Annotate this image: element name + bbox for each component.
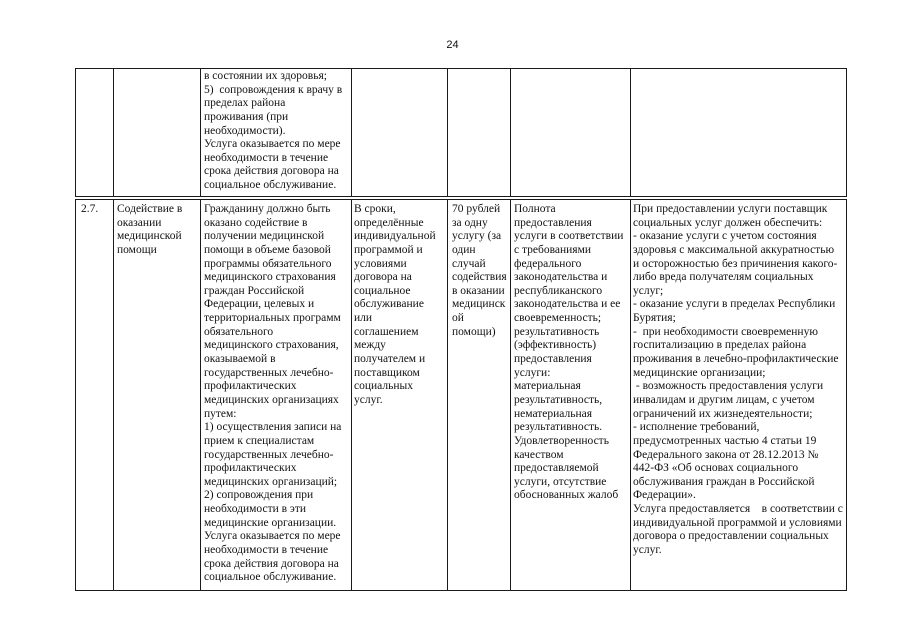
- table-row: [75, 68, 847, 197]
- cell-service-name: [113, 69, 200, 196]
- text-line: своевременность;: [514, 312, 602, 325]
- text-line: договора о предоставлении социальных: [633, 530, 829, 543]
- cell-service-description: [200, 69, 351, 196]
- text-line: Услуга предоставляется в соответствии с: [633, 503, 843, 516]
- text-line: предоставления: [514, 353, 592, 366]
- text-line: результативность: [514, 325, 600, 338]
- text-line: медицинского страхования: [204, 271, 336, 284]
- text-line: республиканского: [514, 284, 603, 297]
- text-line: нематериальная: [514, 407, 593, 420]
- page-number: 24: [446, 39, 459, 51]
- text-line: либо вреда получателям социальных: [633, 271, 814, 284]
- text-line: 442-ФЗ «Об основах социального: [633, 462, 799, 475]
- text-line: индивидуальной программой и условиями: [633, 516, 842, 529]
- text-line: с требованиями: [514, 243, 592, 256]
- text-line: законодательства и ее: [514, 298, 621, 311]
- cell-quality-indicators: [510, 200, 630, 590]
- text-line: Федерации».: [633, 489, 696, 502]
- cell-number: [75, 200, 113, 590]
- text-line: предоставления: [514, 216, 592, 229]
- cell-service-timing: [351, 200, 447, 590]
- text-line: результативность,: [514, 393, 603, 406]
- text-line: условиями: [354, 257, 407, 270]
- text-line: случай: [452, 257, 486, 270]
- text-line: социальное: [354, 284, 411, 297]
- text-line: Услуга оказывается по мере: [204, 138, 341, 151]
- text-line: госпитализацию в пределах района: [633, 339, 807, 352]
- text-line: срока действия договора на: [204, 165, 339, 178]
- text-line: федерального: [514, 257, 582, 270]
- text-line: медицинских организаций;: [204, 475, 338, 488]
- text-line: качеством: [514, 448, 564, 461]
- text-line: пределах района: [204, 97, 286, 110]
- text-line: услуг;: [633, 284, 664, 297]
- cell-service-price: [447, 69, 510, 196]
- text-line: услуги:: [514, 366, 551, 379]
- text-line: При предоставлении услуги поставщик: [633, 203, 828, 215]
- text-line: - при необходимости своевременную: [633, 325, 818, 338]
- cell-service-conditions: [630, 200, 847, 590]
- text-line: инвалидам и другим лицам, с учетом: [633, 393, 815, 406]
- cell-service-timing: [351, 69, 447, 196]
- cell-number: [75, 69, 113, 196]
- text-line: предусмотренных частью 4 статьи 19: [633, 434, 817, 447]
- text-line: территориальных программ: [204, 312, 341, 325]
- text-line: - оказание услуги с учетом состояния: [633, 230, 817, 243]
- text-line: между: [354, 339, 386, 352]
- text-line: законодательства и: [514, 271, 608, 284]
- text-line: медицинские организации;: [633, 366, 766, 379]
- text-line: соглашением: [354, 325, 419, 338]
- text-line: получении медицинской: [204, 230, 325, 243]
- text-line: 5) сопровождения к врачу в: [204, 83, 343, 96]
- text-line: оказываемой в: [204, 353, 276, 366]
- cell-service-price: [447, 200, 510, 590]
- text-line: здоровья с максимальной аккуратностью: [633, 243, 835, 256]
- text-line: и осторожностью без причинения какого-: [633, 257, 838, 270]
- text-line: 1) осуществления записи на: [204, 421, 342, 434]
- text-line: Услуга оказывается по мере: [204, 530, 341, 543]
- text-line: профилактических: [204, 462, 297, 475]
- text-line: программы обязательного: [204, 257, 332, 270]
- text-line: Содействие в: [117, 203, 183, 215]
- text-line: медицинск: [452, 298, 506, 311]
- text-line: социальных услуг должен обеспечить:: [633, 216, 823, 229]
- text-line: услуги, отсутствие: [514, 475, 607, 488]
- text-line: проживания (при: [204, 110, 289, 123]
- text-line: услуг.: [354, 393, 383, 406]
- text-line: ограничений их жизнедеятельности;: [633, 407, 813, 420]
- text-line: социальное обслуживание.: [204, 571, 337, 584]
- text-line: Полнота: [514, 203, 556, 215]
- text-line: - возможность предоставления услуги: [633, 380, 824, 393]
- text-line: услуг.: [633, 544, 662, 557]
- cell-service-name: [113, 200, 200, 590]
- text-line: медицинской: [117, 230, 182, 243]
- text-line: обязательного: [204, 325, 274, 338]
- text-line: государственных лечебно-: [204, 448, 334, 461]
- text-line: медицинские организации.: [204, 516, 337, 529]
- text-line: индивидуальной: [354, 230, 436, 243]
- text-line: социальное обслуживание.: [204, 179, 337, 192]
- text-line: ой: [452, 312, 464, 325]
- text-line: или: [354, 312, 373, 325]
- text-line: оказано содействие в: [204, 216, 308, 229]
- text-line: 2.7.: [81, 203, 99, 215]
- text-line: путем:: [204, 407, 237, 420]
- text-line: социальных: [354, 380, 413, 393]
- text-line: необходимости в эти: [204, 503, 307, 516]
- text-line: предоставляемой: [514, 462, 599, 475]
- text-line: - оказание услуги в пределах Республики: [633, 298, 836, 311]
- text-line: в состоянии их здоровья;: [204, 70, 327, 82]
- text-line: содействия: [452, 271, 507, 284]
- text-line: - исполнение требований,: [633, 421, 760, 434]
- cell-service-conditions: [630, 69, 847, 196]
- text-line: поставщиком: [354, 366, 420, 379]
- text-line: необходимости в течение: [204, 151, 329, 164]
- text-line: необходимости).: [204, 124, 286, 137]
- text-line: профилактических: [204, 380, 297, 393]
- text-line: В сроки,: [354, 203, 396, 215]
- text-line: материальная: [514, 380, 581, 393]
- text-line: 2) сопровождения при: [204, 489, 314, 502]
- text-line: Удовлетворенность: [514, 434, 609, 447]
- text-line: помощи в объеме базовой: [204, 243, 331, 256]
- text-line: услугу (за: [452, 230, 502, 243]
- text-line: оказании: [117, 216, 162, 229]
- text-line: Федерального закона от 28.12.2013 №: [633, 448, 819, 461]
- text-line: программой и: [354, 243, 423, 256]
- text-line: медицинских организациях: [204, 393, 339, 406]
- text-line: проживания в лечебно-профилактические: [633, 353, 839, 366]
- text-line: результативность.: [514, 421, 603, 434]
- table-row: [75, 199, 847, 591]
- text-line: Гражданину должно быть: [204, 203, 331, 215]
- text-line: за одну: [452, 216, 488, 229]
- text-line: Федерации, целевых и: [204, 298, 315, 311]
- text-line: срока действия договора на: [204, 557, 339, 570]
- text-line: получателем и: [354, 353, 426, 366]
- text-line: обслуживание: [354, 298, 424, 311]
- text-line: в оказании: [452, 284, 505, 297]
- text-line: определённые: [354, 216, 424, 229]
- text-line: договора на: [354, 271, 412, 284]
- text-line: обоснованных жалоб: [514, 489, 619, 502]
- text-line: необходимости в течение: [204, 544, 329, 557]
- text-line: 70 рублей: [452, 203, 501, 215]
- cell-service-description: [200, 200, 351, 590]
- text-line: (эффективность): [514, 339, 597, 352]
- cell-quality-indicators: [510, 69, 630, 196]
- text-line: помощи: [117, 243, 157, 256]
- text-line: услуги в соответствии: [514, 230, 624, 243]
- text-line: государственных лечебно-: [204, 366, 334, 379]
- text-line: Бурятия;: [633, 312, 676, 325]
- text-line: один: [452, 243, 476, 256]
- text-line: обслуживания граждан в Российской: [633, 475, 815, 488]
- text-line: помощи): [452, 325, 496, 338]
- text-line: прием к специалистам: [204, 434, 315, 447]
- text-line: граждан Российской: [204, 284, 305, 297]
- text-line: медицинского страхования,: [204, 339, 339, 352]
